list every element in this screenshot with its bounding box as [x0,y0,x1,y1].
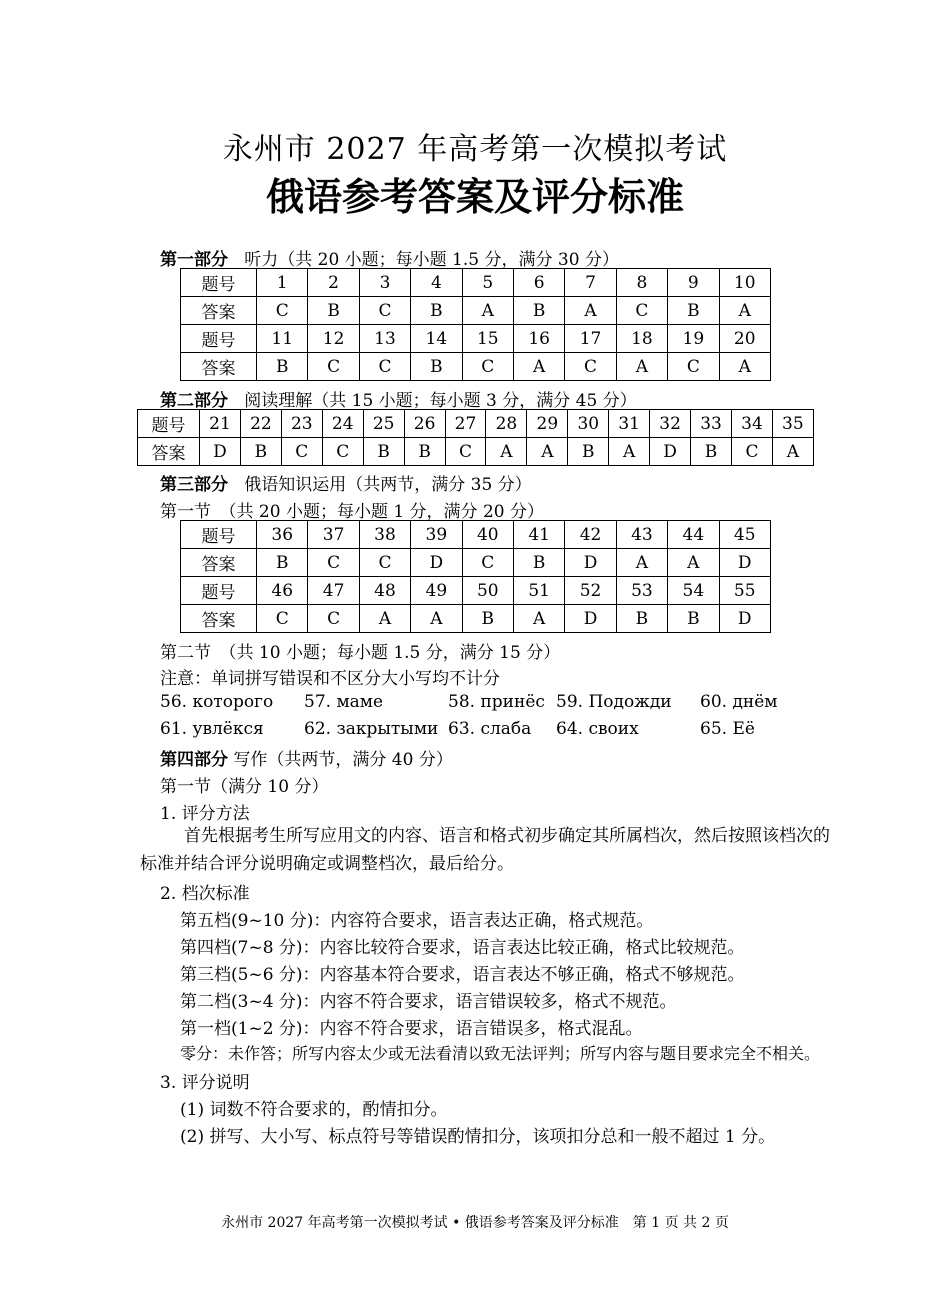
table-cell: C [308,549,359,577]
row-label: 答案 [181,605,257,633]
table-cell: 34 [731,410,772,438]
table-cell: 10 [719,269,770,297]
part1-description: 听力（共 20 小题；每小题 1.5 分，满分 30 分） [244,250,619,270]
table-cell: D [650,438,691,466]
part2-answer-table [137,409,814,466]
table-cell: 12 [308,325,359,353]
table-cell: B [616,605,667,633]
table-cell: 15 [462,325,513,353]
row-label: 题号 [181,521,257,549]
table-cell: 28 [486,410,527,438]
table-cell: A [719,353,770,381]
table-cell: B [411,297,462,325]
table-cell: D [719,549,770,577]
table-cell: D [565,549,616,577]
table-cell: D [200,438,241,466]
fill-answer: 57. маме [304,692,384,712]
table-cell: D [565,605,616,633]
table-cell: B [513,297,564,325]
table-cell: A [609,438,650,466]
fill-answer: 64. своих [556,719,639,739]
level-item: 第二档(3~4 分)：内容不符合要求，语言错误较多，格式不规范。 [180,992,677,1012]
table-cell: 35 [772,410,813,438]
part4-section1-heading: 第一节（满分 10 分） [160,777,329,797]
table-cell: 8 [616,269,667,297]
table-cell: 27 [445,410,486,438]
table-cell: 46 [257,577,308,605]
table-cell: 11 [257,325,308,353]
part3-note: 注意：单词拼写错误和不区分大小写均不计分 [160,669,500,689]
table-cell: 55 [719,577,770,605]
row-label: 题号 [138,410,200,438]
table-row [138,410,814,438]
table-cell: 38 [359,521,410,549]
table-cell: B [257,549,308,577]
table-cell: 45 [719,521,770,549]
table-cell: 41 [513,521,564,549]
table-cell: 26 [404,410,445,438]
table-cell: B [691,438,732,466]
row-label: 题号 [181,325,257,353]
scoring-method-text: 首先根据考生所写应用文的内容、语言和格式初步确定其所属档次，然后按照该档次的标准并结合评分说明确定或调整档次，最后给分。 [140,826,830,874]
fill-answer: 62. закрытыми [304,719,439,739]
fill-answer: 65. Её [700,719,755,739]
part4-header [160,745,453,770]
table-cell: B [308,297,359,325]
table-cell: 33 [691,410,732,438]
table-cell: B [363,438,404,466]
table-cell: A [513,353,564,381]
table-cell: D [411,549,462,577]
table-cell: A [565,297,616,325]
part3-heading: 第三部分 [160,475,228,495]
table-cell: 24 [322,410,363,438]
part1-header [160,245,619,270]
table-row [181,521,771,549]
table-row [181,297,771,325]
table-cell: C [668,353,719,381]
scoring-method-title: 1. 评分方法 [160,804,250,824]
table-cell: 18 [616,325,667,353]
table-cell: 50 [462,577,513,605]
level-item: 第四档(7~8 分)：内容比较符合要求，语言表达比较正确，格式比较规范。 [180,938,745,958]
table-cell: C [257,605,308,633]
table-cell: C [281,438,322,466]
row-label: 答案 [181,549,257,577]
exam-title: 永州市 2027 年高考第一次模拟考试 [222,132,728,167]
table-cell: 52 [565,577,616,605]
table-cell: 23 [281,410,322,438]
table-cell: A [616,549,667,577]
table-cell: 14 [411,325,462,353]
level-item: 零分：未作答；所写内容太少或无法看清以致无法评判；所写内容与题目要求完全不相关。 [180,1044,821,1063]
table-cell: A [527,438,568,466]
table-cell: 25 [363,410,404,438]
table-cell: 36 [257,521,308,549]
table-cell: 20 [719,325,770,353]
fill-answer: 59. Подожди [556,692,672,712]
table-cell: B [568,438,609,466]
table-cell: A [772,438,813,466]
table-cell: A [462,297,513,325]
table-cell: 43 [616,521,667,549]
scoring-note-item: (1) 词数不符合要求的，酌情扣分。 [180,1100,448,1120]
table-cell: C [257,297,308,325]
table-cell: C [462,353,513,381]
table-cell: 44 [668,521,719,549]
table-cell: C [565,353,616,381]
part3-section1-heading: 第一节 （共 20 小题；每小题 1 分，满分 20 分） [160,502,545,522]
table-cell: 5 [462,269,513,297]
document-subtitle: 俄语参考答案及评分标准 [265,175,684,219]
table-cell: B [404,438,445,466]
fill-answer: 56. которого [160,692,274,712]
table-cell: C [308,353,359,381]
part3-answer-table [180,520,771,633]
part2-header [160,386,637,411]
table-cell: B [462,605,513,633]
table-cell: 1 [257,269,308,297]
table-cell: 7 [565,269,616,297]
level-item: 第五档(9~10 分)：内容符合要求，语言表达正确，格式规范。 [180,911,654,931]
table-cell: C [445,438,486,466]
part4-description: 写作（共两节，满分 40 分） [233,750,453,770]
table-cell: 6 [513,269,564,297]
table-cell: 22 [240,410,281,438]
table-cell: C [462,549,513,577]
table-cell: B [668,297,719,325]
table-cell: 39 [411,521,462,549]
table-cell: 31 [609,410,650,438]
table-cell: 42 [565,521,616,549]
table-cell: 13 [359,325,410,353]
table-cell: 2 [308,269,359,297]
table-cell: C [359,549,410,577]
table-cell: C [322,438,363,466]
table-cell: A [359,605,410,633]
table-row [138,438,814,466]
part2-heading: 第二部分 [160,391,228,411]
level-item: 第三档(5~6 分)：内容基本符合要求，语言表达不够正确，格式不够规范。 [180,965,745,985]
table-cell: C [359,297,410,325]
table-row [181,269,771,297]
part1-heading: 第一部分 [160,250,228,270]
table-cell: 29 [527,410,568,438]
part4-heading: 第四部分 [160,750,228,770]
table-cell: 53 [616,577,667,605]
table-cell: B [513,549,564,577]
table-cell: B [668,605,719,633]
table-cell: C [308,605,359,633]
table-cell: B [240,438,281,466]
table-row [181,577,771,605]
table-cell: 54 [668,577,719,605]
row-label: 题号 [181,269,257,297]
table-cell: A [668,549,719,577]
table-cell: 40 [462,521,513,549]
table-cell: D [719,605,770,633]
fill-answer: 58. принёс [448,692,545,712]
table-cell: 37 [308,521,359,549]
table-cell: 49 [411,577,462,605]
table-cell: 3 [359,269,410,297]
scoring-note-item: (2) 拼写、大小写、标点符号等错误酌情扣分，该项扣分总和一般不超过 1 分。 [180,1127,776,1147]
page-footer: 永州市 2027 年高考第一次模拟考试 • 俄语参考答案及评分标准 第 1 页 共 2 页 [221,1215,729,1231]
table-cell: B [257,353,308,381]
table-cell: 48 [359,577,410,605]
table-cell: A [616,353,667,381]
fill-answer: 63. слаба [448,719,532,739]
row-label: 题号 [181,577,257,605]
table-cell: 16 [513,325,564,353]
row-label: 答案 [181,353,257,381]
table-cell: 19 [668,325,719,353]
part1-answer-table [180,268,771,381]
row-label: 答案 [138,438,200,466]
table-row [181,605,771,633]
table-cell: B [411,353,462,381]
table-cell: A [719,297,770,325]
fill-answer: 60. днём [700,692,778,712]
table-cell: A [513,605,564,633]
table-cell: C [616,297,667,325]
table-row [181,353,771,381]
fill-answer: 61. увлёкся [160,719,264,739]
table-cell: C [359,353,410,381]
levels-title: 2. 档次标准 [160,884,250,904]
table-cell: A [486,438,527,466]
part2-description: 阅读理解（共 15 小题；每小题 3 分，满分 45 分） [244,391,637,411]
table-cell: 4 [411,269,462,297]
table-cell: 17 [565,325,616,353]
part3-header [160,470,532,495]
table-cell: 9 [668,269,719,297]
table-cell: 21 [200,410,241,438]
table-cell: A [411,605,462,633]
table-cell: 32 [650,410,691,438]
table-cell: C [731,438,772,466]
table-cell: 47 [308,577,359,605]
table-row [181,325,771,353]
part3-description: 俄语知识运用（共两节，满分 35 分） [244,475,532,495]
table-cell: 51 [513,577,564,605]
table-row [181,549,771,577]
part3-section2-heading: 第二节 （共 10 小题；每小题 1.5 分，满分 15 分） [160,643,561,663]
level-item: 第一档(1~2 分)：内容不符合要求，语言错误多，格式混乱。 [180,1019,643,1039]
row-label: 答案 [181,297,257,325]
table-cell: 30 [568,410,609,438]
scoring-notes-title: 3. 评分说明 [160,1073,250,1093]
